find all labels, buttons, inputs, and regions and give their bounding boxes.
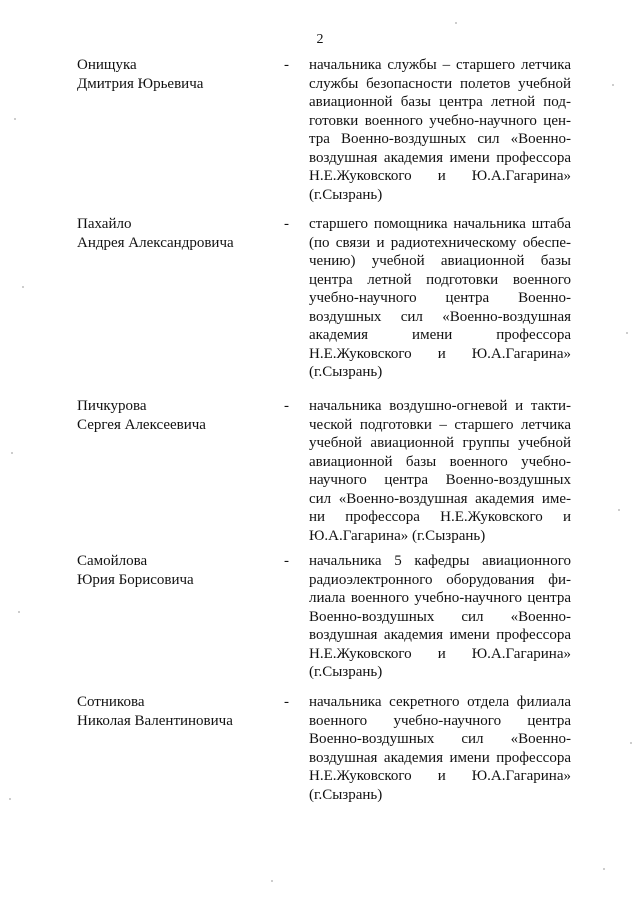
dash-separator: - — [284, 216, 289, 232]
description-line: радиоэлектронного оборудования фи- — [309, 571, 571, 588]
scan-speck — [603, 868, 605, 870]
description-line: тра Военно-воздушных сил «Военно- — [309, 131, 571, 147]
surname: Пахайло — [77, 216, 132, 232]
page-number: 2 — [316, 32, 324, 47]
scan-speck — [14, 118, 16, 120]
description-line: авиационной базы военного учебно- — [309, 453, 571, 470]
description-line: готовки военного учебно-научного цен- — [309, 112, 571, 129]
scan-speck — [612, 84, 614, 86]
description-line: Военно-воздушных сил «Военно- — [309, 608, 571, 625]
position-description — [309, 56, 571, 204]
description-line: Н.Е.Жуковского и Ю.А.Гагарина» — [309, 645, 571, 662]
description-line: (по связи и радиотехническому обеспе- — [309, 234, 571, 251]
description-line: воздушная академия имени профессора — [309, 627, 571, 643]
description-line: (г.Сызрань) — [309, 186, 383, 203]
description-line: начальника 5 кафедры авиационного — [309, 553, 571, 569]
surname: Сотникова — [77, 694, 145, 710]
scan-speck — [18, 611, 20, 613]
scan-speck — [626, 332, 628, 334]
person-name — [77, 215, 277, 252]
description-line: Н.Е.Жуковского и Ю.А.Гагарина» — [309, 345, 571, 362]
description-line: Ю.А.Гагарина» (г.Сызрань) — [309, 527, 486, 544]
description-line: (г.Сызрань) — [309, 664, 383, 680]
dash-separator: - — [284, 553, 289, 569]
description-line: сил «Военно-воздушная академия име- — [309, 490, 571, 507]
description-line: старшего помощника начальника штаба — [309, 216, 571, 232]
scan-speck — [11, 452, 13, 454]
position-description — [309, 552, 571, 682]
position-description — [309, 215, 571, 382]
position-description — [309, 693, 571, 804]
given-names: Андрея Александровича — [77, 234, 234, 251]
given-names: Сергея Алексеевича — [77, 416, 206, 433]
person-name — [77, 397, 277, 434]
person-name — [77, 693, 277, 730]
description-line: Н.Е.Жуковского и Ю.А.Гагарина» — [309, 768, 571, 784]
given-names: Николая Валентиновича — [77, 712, 233, 729]
dash-separator: - — [284, 57, 289, 73]
description-line: (г.Сызрань) — [309, 364, 383, 380]
description-line: воздушных сил «Военно-воздушная — [309, 308, 571, 325]
scan-speck — [22, 286, 24, 288]
description-line: начальника секретного отдела филиала — [309, 694, 571, 710]
surname: Пичкурова — [77, 398, 147, 414]
scan-speck — [630, 742, 632, 744]
scan-speck — [9, 798, 11, 800]
dash-separator: - — [284, 398, 289, 414]
description-line: ческой подготовки – старшего летчика — [309, 416, 571, 433]
surname: Самойлова — [77, 553, 148, 569]
scan-speck — [618, 509, 620, 511]
description-line: службы безопасности полетов учебной — [309, 75, 571, 92]
description-line: военного учебно-научного центра — [309, 712, 571, 729]
description-line: (г.Сызрань) — [309, 786, 383, 803]
scan-speck — [455, 22, 457, 24]
description-line: научного центра Военно-воздушных — [309, 472, 571, 488]
description-line: Военно-воздушных сил «Военно- — [309, 731, 571, 747]
given-names: Юрия Борисовича — [77, 571, 194, 588]
description-line: центра летной подготовки военного — [309, 271, 571, 288]
description-line: Н.Е.Жуковского и Ю.А.Гагарина» — [309, 168, 571, 184]
dash-separator: - — [284, 694, 289, 710]
description-line: воздушная академия имени профессора — [309, 149, 571, 166]
person-name — [77, 552, 277, 589]
position-description — [309, 397, 571, 545]
description-line: ни профессора Н.Е.Жуковского и — [309, 509, 571, 525]
scan-speck — [271, 880, 273, 882]
description-line: лиала военного учебно-научного центра — [309, 590, 571, 606]
description-line: учебной авиационной группы учебной — [309, 435, 571, 451]
surname: Онищука — [77, 57, 137, 73]
description-line: воздушная академия имени профессора — [309, 749, 571, 766]
given-names: Дмитрия Юрьевича — [77, 75, 204, 92]
description-line: чению) учебной авиационной базы — [309, 253, 571, 269]
description-line: авиационной базы центра летной под- — [309, 94, 571, 110]
description-line: академия имени профессора — [309, 327, 571, 343]
description-line: начальника воздушно-огневой и такти- — [309, 398, 571, 414]
person-name — [77, 56, 277, 93]
description-line: начальника службы – старшего летчика — [309, 57, 571, 73]
description-line: учебно-научного центра Военно- — [309, 290, 571, 306]
